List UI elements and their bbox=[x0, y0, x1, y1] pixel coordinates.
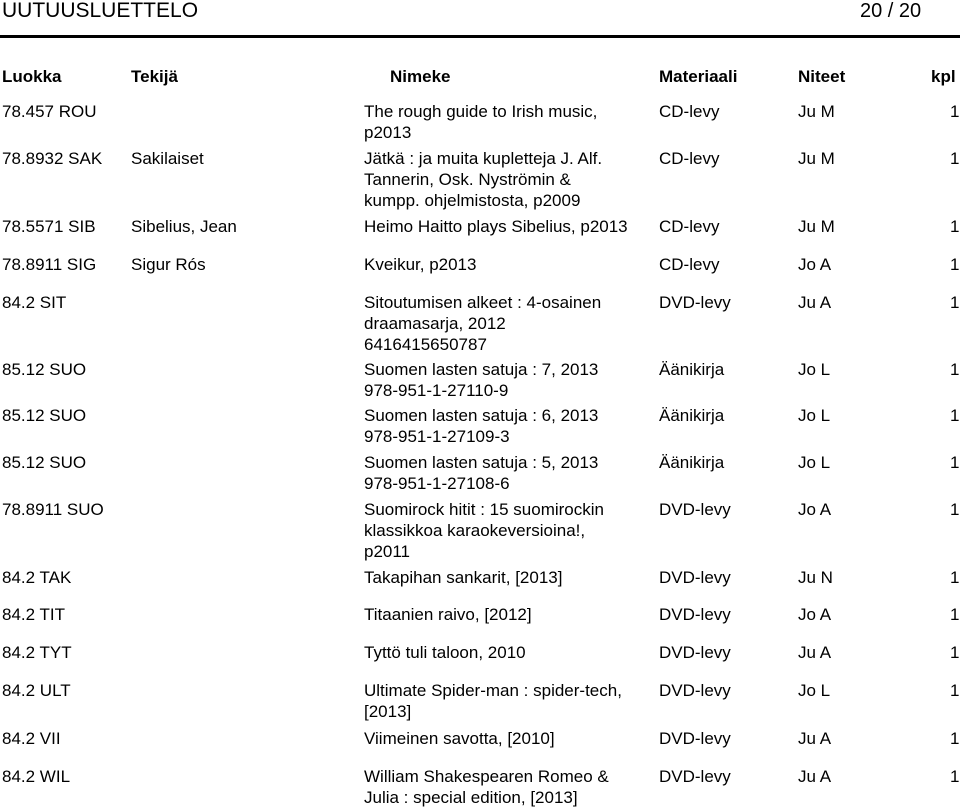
cell-kpl: 1 bbox=[950, 767, 960, 786]
nimeke-line: Tannerin, Osk. Nyströmin & bbox=[364, 170, 571, 189]
cell-materiaali: DVD-levy bbox=[659, 293, 731, 312]
cell-nimeke bbox=[364, 148, 602, 211]
cell-materiaali: DVD-levy bbox=[659, 767, 731, 786]
nimeke-line: Jätkä : ja muita kupletteja J. Alf. bbox=[364, 149, 603, 168]
cell-niteet: Ju M bbox=[798, 217, 835, 236]
cell-nimeke bbox=[364, 359, 598, 401]
cell-niteet: Jo L bbox=[798, 453, 831, 472]
cell-nimeke bbox=[364, 728, 555, 749]
nimeke-line: Kveikur, p2013 bbox=[364, 255, 477, 274]
nimeke-line: p2011 bbox=[364, 542, 411, 561]
cell-nimeke bbox=[364, 254, 476, 275]
cell-luokka: 85.12 SUO bbox=[2, 406, 87, 425]
cell-luokka: 78.8911 SUO bbox=[2, 500, 104, 519]
cell-nimeke bbox=[364, 292, 601, 355]
nimeke-line: Julia : special edition, [2013] bbox=[364, 788, 578, 807]
cell-niteet: Ju M bbox=[798, 102, 835, 121]
nimeke-line: kumpp. ohjelmistosta, p2009 bbox=[364, 191, 581, 210]
nimeke-line: Ultimate Spider-man : spider-tech, bbox=[364, 681, 622, 700]
cell-tekija: Sigur Rós bbox=[131, 255, 206, 274]
cell-luokka: 78.5571 SIB bbox=[2, 217, 96, 236]
nimeke-line: 978-951-1-27110-9 bbox=[364, 381, 509, 400]
nimeke-line: The rough guide to Irish music, bbox=[364, 102, 598, 121]
cell-nimeke bbox=[364, 101, 597, 143]
cell-materiaali: Äänikirja bbox=[659, 406, 725, 425]
cell-luokka: 84.2 TAK bbox=[2, 568, 72, 587]
cell-kpl: 1 bbox=[950, 605, 960, 624]
column-header-nimeke: Nimeke bbox=[390, 67, 451, 86]
nimeke-line: Heimo Haitto plays Sibelius, p2013 bbox=[364, 217, 628, 236]
cell-materiaali: CD-levy bbox=[659, 102, 720, 121]
column-header-kpl: kpl bbox=[931, 67, 956, 86]
header-divider bbox=[0, 35, 960, 38]
catalog-title: UUTUUSLUETTELO bbox=[2, 0, 199, 22]
cell-kpl: 1 bbox=[950, 643, 960, 662]
cell-materiaali: CD-levy bbox=[659, 217, 720, 236]
cell-materiaali: DVD-levy bbox=[659, 681, 731, 700]
cell-niteet: Ju A bbox=[798, 729, 832, 748]
cell-materiaali: DVD-levy bbox=[659, 500, 731, 519]
cell-kpl: 1 bbox=[950, 293, 960, 312]
cell-tekija: Sibelius, Jean bbox=[131, 217, 237, 236]
page-number: 20 / 20 bbox=[860, 0, 922, 22]
nimeke-line: Sitoutumisen alkeet : 4-osainen bbox=[364, 293, 602, 312]
cell-niteet: Jo L bbox=[798, 406, 831, 425]
column-header-niteet: Niteet bbox=[798, 67, 846, 86]
cell-materiaali: DVD-levy bbox=[659, 568, 731, 587]
cell-nimeke bbox=[364, 567, 562, 588]
cell-nimeke bbox=[364, 604, 532, 625]
cell-niteet: Jo A bbox=[798, 500, 832, 519]
cell-kpl: 1 bbox=[950, 255, 960, 274]
cell-luokka: 78.457 ROU bbox=[2, 102, 97, 121]
cell-kpl: 1 bbox=[950, 149, 960, 168]
cell-luokka: 84.2 SIT bbox=[2, 293, 67, 312]
cell-nimeke bbox=[364, 405, 598, 447]
nimeke-line: Suomen lasten satuja : 5, 2013 bbox=[364, 453, 599, 472]
cell-luokka: 84.2 VII bbox=[2, 729, 61, 748]
cell-kpl: 1 bbox=[950, 729, 960, 748]
nimeke-line: klassikkoa karaokeversioina!, bbox=[364, 521, 586, 540]
nimeke-line: draamasarja, 2012 bbox=[364, 314, 506, 333]
cell-niteet: Jo L bbox=[798, 360, 831, 379]
cell-luokka: 84.2 ULT bbox=[2, 681, 71, 700]
cell-nimeke bbox=[364, 452, 598, 494]
cell-niteet: Ju N bbox=[798, 568, 833, 587]
cell-materiaali: CD-levy bbox=[659, 149, 720, 168]
nimeke-line: Suomen lasten satuja : 7, 2013 bbox=[364, 360, 599, 379]
cell-luokka: 84.2 WIL bbox=[2, 767, 71, 786]
nimeke-line: Takapihan sankarit, [2013] bbox=[364, 568, 563, 587]
cell-niteet: Ju A bbox=[798, 293, 832, 312]
nimeke-line: 978-951-1-27108-6 bbox=[364, 474, 510, 493]
cell-materiaali: DVD-levy bbox=[659, 605, 731, 624]
cell-nimeke bbox=[364, 216, 628, 237]
cell-kpl: 1 bbox=[950, 217, 960, 236]
cell-materiaali: DVD-levy bbox=[659, 643, 731, 662]
cell-materiaali: Äänikirja bbox=[659, 360, 725, 379]
cell-niteet: Ju A bbox=[798, 643, 832, 662]
nimeke-line: p2013 bbox=[364, 123, 412, 142]
cell-nimeke bbox=[364, 766, 609, 808]
cell-niteet: Ju M bbox=[798, 149, 835, 168]
cell-luokka: 84.2 TYT bbox=[2, 643, 72, 662]
column-header-tekija: Tekijä bbox=[131, 67, 178, 86]
nimeke-line: William Shakespearen Romeo & bbox=[364, 767, 609, 786]
cell-kpl: 1 bbox=[950, 453, 960, 472]
nimeke-line: [2013] bbox=[364, 702, 412, 721]
cell-luokka: 85.12 SUO bbox=[2, 360, 87, 379]
cell-kpl: 1 bbox=[950, 681, 960, 700]
cell-kpl: 1 bbox=[950, 360, 960, 379]
nimeke-line: 6416415650787 bbox=[364, 335, 487, 354]
nimeke-line: Tyttö tuli taloon, 2010 bbox=[364, 643, 526, 662]
nimeke-line: Suomen lasten satuja : 6, 2013 bbox=[364, 406, 599, 425]
cell-materiaali: DVD-levy bbox=[659, 729, 731, 748]
cell-luokka: 78.8911 SIG bbox=[2, 255, 97, 274]
cell-luokka: 78.8932 SAK bbox=[2, 149, 103, 168]
cell-luokka: 85.12 SUO bbox=[2, 453, 87, 472]
column-header-materiaali: Materiaali bbox=[659, 67, 738, 86]
cell-nimeke bbox=[364, 642, 526, 663]
nimeke-line: Suomirock hitit : 15 suomirockin bbox=[364, 500, 604, 519]
cell-kpl: 1 bbox=[950, 568, 960, 587]
cell-niteet: Jo L bbox=[798, 681, 831, 700]
cell-materiaali: CD-levy bbox=[659, 255, 720, 274]
cell-niteet: Ju A bbox=[798, 767, 832, 786]
cell-nimeke bbox=[364, 680, 622, 722]
cell-tekija: Sakilaiset bbox=[131, 149, 204, 168]
cell-materiaali: Äänikirja bbox=[659, 453, 725, 472]
column-header-luokka: Luokka bbox=[2, 67, 62, 86]
cell-nimeke bbox=[364, 499, 604, 562]
nimeke-line: Titaanien raivo, [2012] bbox=[364, 605, 532, 624]
cell-niteet: Jo A bbox=[798, 255, 832, 274]
cell-kpl: 1 bbox=[950, 406, 960, 425]
cell-luokka: 84.2 TIT bbox=[2, 605, 65, 624]
cell-kpl: 1 bbox=[950, 500, 960, 519]
cell-kpl: 1 bbox=[950, 102, 960, 121]
nimeke-line: 978-951-1-27109-3 bbox=[364, 427, 510, 446]
nimeke-line: Viimeinen savotta, [2010] bbox=[364, 729, 555, 748]
cell-niteet: Jo A bbox=[798, 605, 832, 624]
